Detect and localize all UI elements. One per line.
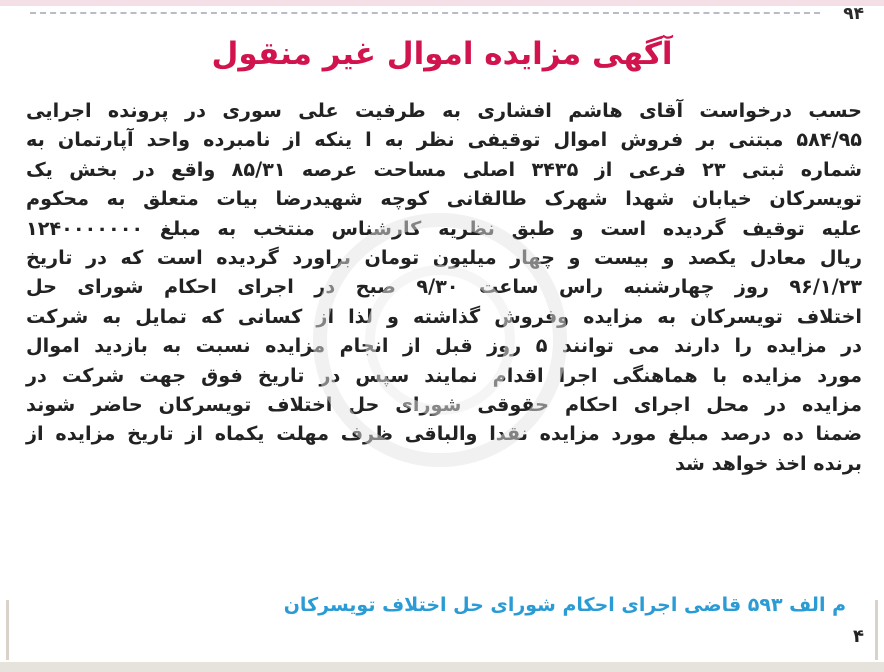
left-frame-edge: [6, 600, 9, 660]
body-line: حسب درخواست آقای هاشم افشاری به طرفیت علی سوری در پرونده اجرایی: [26, 99, 862, 122]
ad-body: [26, 96, 862, 478]
page-number: ۴: [853, 626, 864, 647]
right-frame-edge: [875, 600, 878, 660]
top-dashed-divider: [30, 12, 820, 14]
body-line: در مزایده را دارند می توانند ۵ روز قبل از انجام مزایده نسبت به بازدید اموال: [26, 334, 862, 358]
body-line: ضمنا ده درصد مبلغ مورد مزایده نقدا والباقی ظرف مهلت یکماه از تاریخ مزایده از: [26, 422, 862, 446]
body-line: مورد مزایده با هماهنگی اجرا اقدام نمایند سپس در تاریخ فوق جهت شرکت در: [26, 363, 862, 387]
body-line: مزایده در محل اجرای احکام حقوقی شورای حل اختلاف تویسرکان حاضر شوند: [26, 393, 862, 417]
bottom-decorative-band: [0, 662, 884, 672]
ad-footer-signature: م الف ۵۹۳ قاضی اجرای احکام شورای حل اختلاف تویسرکان: [283, 594, 846, 616]
body-line: تویسرکان خیابان شهدا شهرک طالقانی کوچه شهیدرضا بیات متعلق به محکوم: [26, 187, 862, 211]
body-line: اختلاف تویسرکان به مزایده وفروش گذاشته و لذا از کسانی که تمایل به شرکت: [26, 304, 862, 328]
body-line: ۹۶/۱/۲۳ روز چهارشنبه راس ساعت ۹/۳۰ صبح در اجرای احکام شورای حل: [26, 275, 862, 299]
body-line: ۵۸۴/۹۵ مبتنی بر فروش اموال توقیفی نظر به ا ینکه از نامبرده واحد آپارتمان به: [26, 128, 862, 152]
ad-title: آگهی مزایده اموال غیر منقول: [211, 36, 673, 72]
body-line: علیه توقیف گردیده است و طبق نظریه کارشناس منتخب به مبلغ ۱۲۴۰۰۰۰۰۰۰: [26, 216, 862, 240]
body-line-last: برنده اخذ خواهد شد: [674, 451, 862, 475]
body-line: ریال معادل یکصد و بیست و چهار میلیون تومان براورد گردیده است که در تاریخ: [26, 246, 862, 270]
ad-number: ۹۴: [843, 4, 864, 24]
body-line: شماره ثبتی ۲۳ فرعی از ۳۴۳۵ اصلی مساحت عرصه ۸۵/۳۱ واقع در بخش یک: [26, 157, 862, 181]
top-decorative-band: [0, 0, 884, 6]
